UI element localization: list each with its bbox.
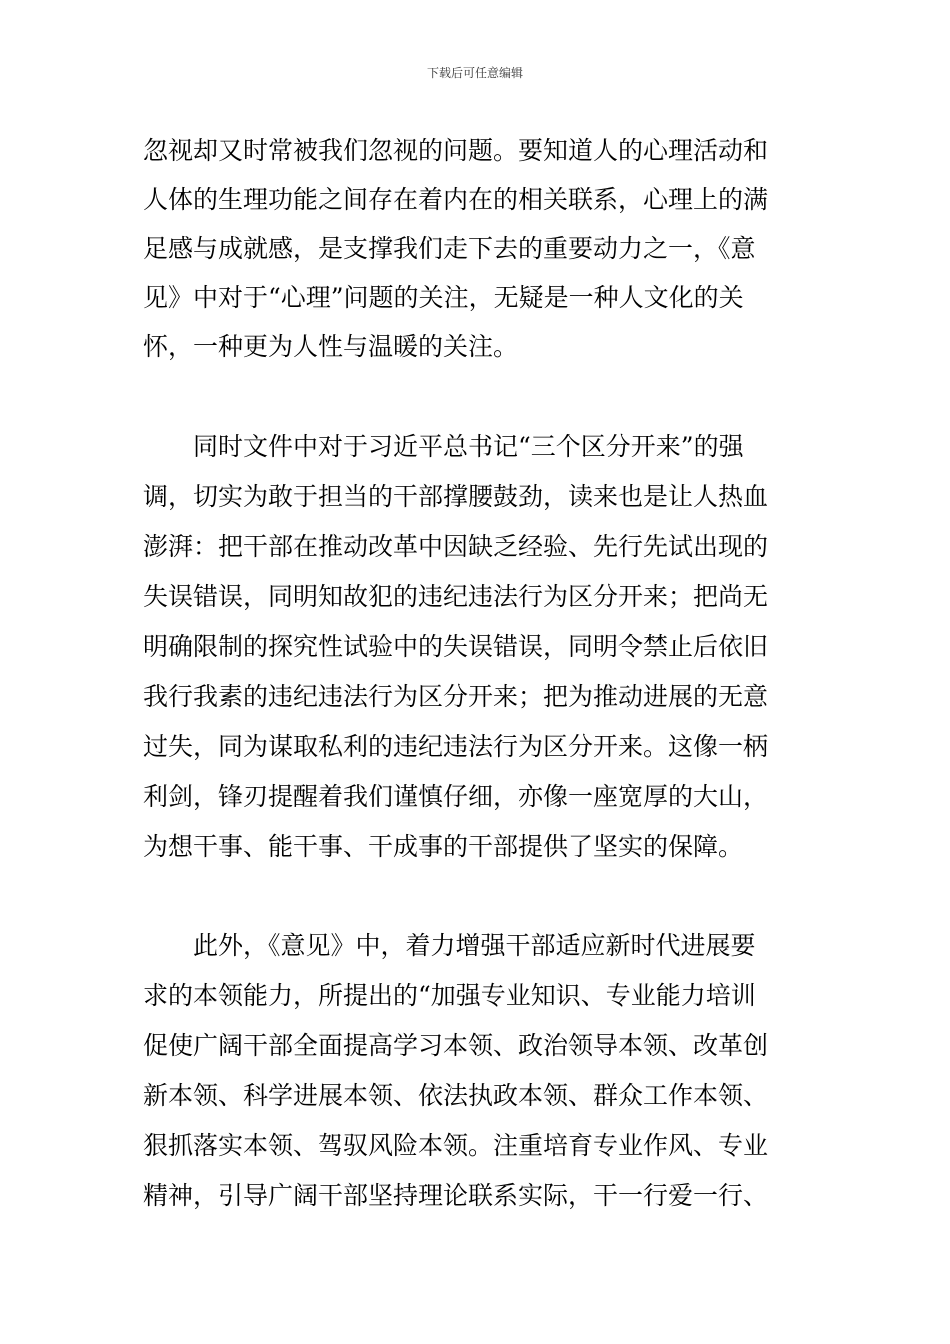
paragraph-line: 见》中对于“心理”问题的关注，无疑是一种人文化的关 <box>143 283 744 312</box>
paragraph-line: 狠抓落实本领、驾驭风险本领。注重培育专业作风、专业 <box>143 1131 769 1160</box>
paragraph-line: 我行我素的违纪违法行为区分开来；把为推动进展的无意 <box>143 682 769 711</box>
paragraph-line: 精神，引导广阔干部坚持理论联系实际，干一行爱一行、 <box>143 1181 769 1210</box>
paragraph-line: 新本领、科学进展本领、依法执政本领、群众工作本领、 <box>143 1081 769 1110</box>
paragraph-line: 此外，《意见》中，着力增强干部适应新时代进展要 <box>193 931 756 960</box>
paragraph-line: 同时文件中对于习近平总书记“三个区分开来”的强 <box>193 432 744 461</box>
paragraph-line: 利剑，锋刃提醒着我们谨慎仔细，亦像一座宽厚的大山， <box>143 782 769 811</box>
paragraph-line: 过失，同为谋取私利的违纪违法行为区分开来。这像一柄 <box>143 732 769 761</box>
paragraph-line: 澎湃：把干部在推动改革中因缺乏经验、先行先试出现的 <box>143 532 769 561</box>
paragraph-line: 为想干事、能干事、干成事的干部提供了坚实的保障。 <box>143 832 744 861</box>
paragraph-line: 求的本领能力，所提出的“加强专业知识、专业能力培训 <box>143 981 756 1010</box>
paragraph-line: 怀，一种更为人性与温暖的关注。 <box>143 332 519 361</box>
paragraph-line: 促使广阔干部全面提高学习本领、政治领导本领、改革创 <box>143 1031 769 1060</box>
paragraph-line: 人体的生理功能之间存在着内在的相关联系，心理上的满 <box>143 185 769 214</box>
paragraph-line: 足感与成就感，是支撑我们走下去的重要动力之一，《意 <box>143 234 756 263</box>
paragraph-line: 失误错误，同明知故犯的违纪违法行为区分开来；把尚无 <box>143 582 769 611</box>
page-header: 下载后可任意编辑 <box>426 66 523 80</box>
paragraph-line: 明确限制的探究性试验中的失误错误，同明令禁止后依旧 <box>143 632 769 661</box>
paragraph-line: 调，切实为敢于担当的干部撑腰鼓劲，读来也是让人热血 <box>143 482 769 511</box>
paragraph-line: 忽视却又时常被我们忽视的问题。要知道人的心理活动和 <box>143 136 769 165</box>
